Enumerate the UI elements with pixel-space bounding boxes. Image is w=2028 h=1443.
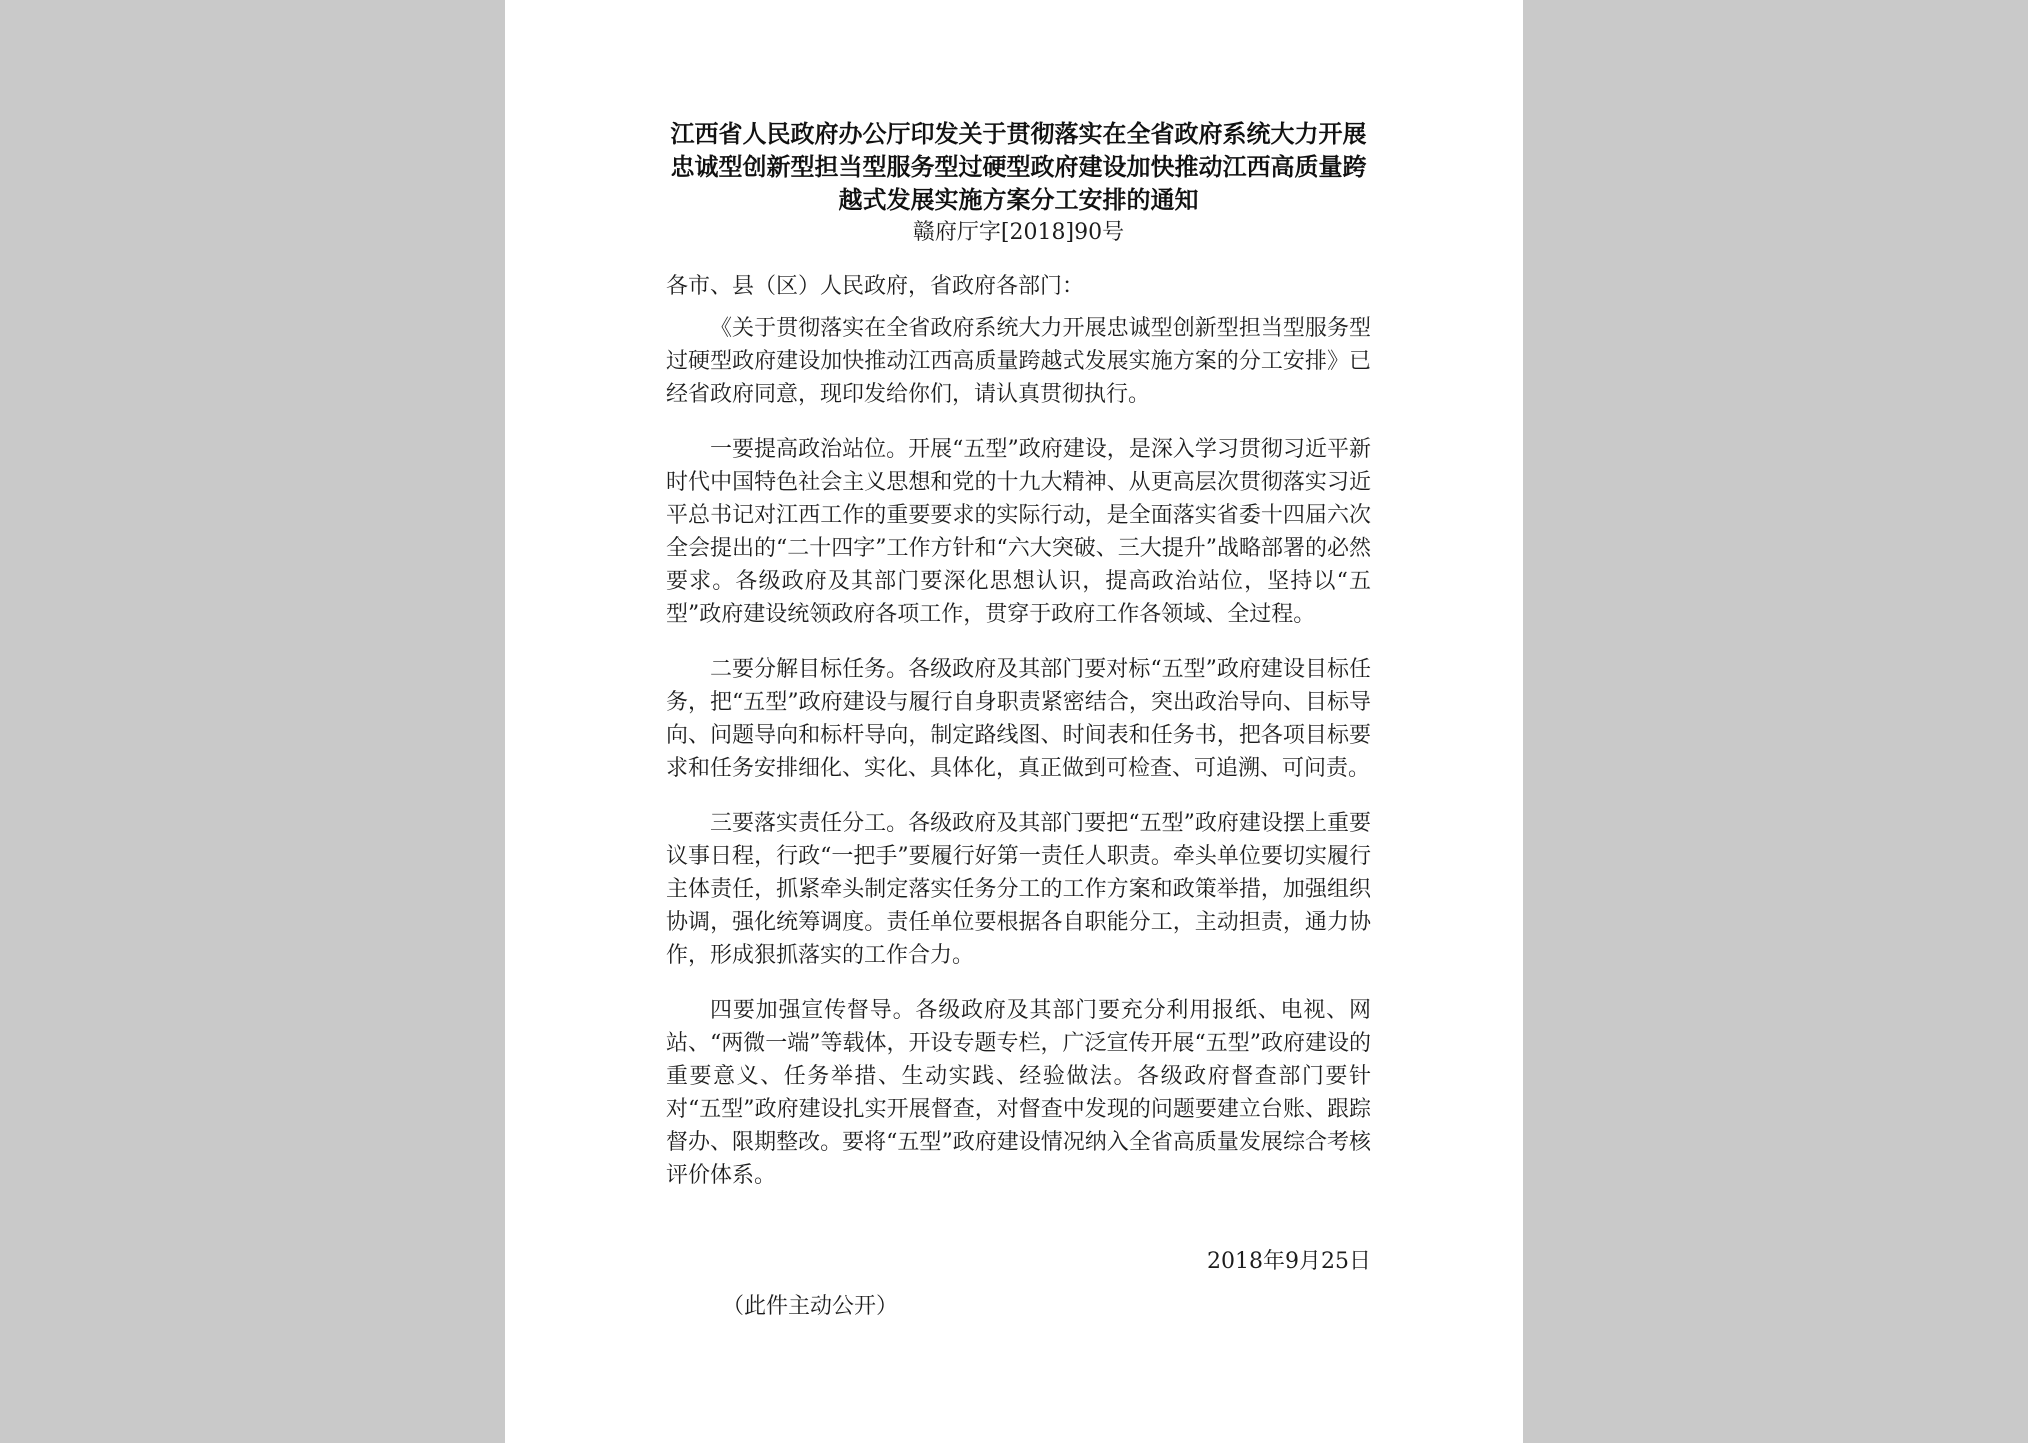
body-paragraph: 三要落实责任分工。各级政府及其部门要把“五型”政府建设摆上重要议事日程，行政“一把手”要履行好第一责任人职责。牵头单位要切实履行主体责任，抓紧牵头制定落实任务分工的工作方案和政策举措，加强组织协调，强化统筹调度。责任单位要根据各自职能分工，主动担责，通力协作，形成狠抓落实的工作合力。 <box>666 811 1371 968</box>
title-line: 越式发展实施方案分工安排的通知 <box>838 186 1199 214</box>
issue-date: 2018年9月25日 <box>1207 1249 1371 1274</box>
document-title <box>666 118 1371 217</box>
salutation: 各市、县（区）人民政府，省政府各部门： <box>666 274 1085 299</box>
body-paragraph: 二要分解目标任务。各级政府及其部门要对标“五型”政府建设目标任务，把“五型”政府建设与履行自身职责紧密结合，突出政治导向、目标导向、问题导向和标杆导向，制定路线图、时间表和任务书，把各项目标要求和任务安排细化、实化、具体化，真正做到可检查、可追溯、可问责。 <box>666 657 1371 781</box>
body-paragraph: 一要提高政治站位。开展“五型”政府建设，是深入学习贯彻习近平新时代中国特色社会主义思想和党的十九大精神、从更高层次贯彻落实习近平总书记对江西工作的重要要求的实际行动，是全面落实省委十四届六次全会提出的“二十四字”工作方针和“六大突破、三大提升”战略部署的必然要求。各级政府及其部门要深化思想认识，提高政治站位，坚持以“五型”政府建设统领政府各项工作，贯穿于政府工作各领域、全过程。 <box>666 437 1371 627</box>
document-page <box>505 0 1523 1443</box>
document-body <box>666 118 1371 1323</box>
public-disclosure-note: （此件主动公开） <box>722 1294 899 1319</box>
intro-paragraph: 《关于贯彻落实在全省政府系统大力开展忠诚型创新型担当型服务型过硬型政府建设加快推动江西高质量跨越式发展实施方案的分工安排》已经省政府同意，现印发给你们，请认真贯彻执行。 <box>666 316 1371 407</box>
title-line: 江西省人民政府办公厅印发关于贯彻落实在全省政府系统大力开展 <box>670 120 1367 148</box>
title-line: 忠诚型创新型担当型服务型过硬型政府建设加快推动江西高质量跨 <box>670 153 1367 181</box>
body-paragraph: 四要加强宣传督导。各级政府及其部门要充分利用报纸、电视、网站、“两微一端”等载体，开设专题专栏，广泛宣传开展“五型”政府建设的重要意义、任务举措、生动实践、经验做法。各级政府督查部门要针对“五型”政府建设扎实开展督查，对督查中发现的问题要建立台账、跟踪督办、限期整改。要将“五型”政府建设情况纳入全省高质量发展综合考核评价体系。 <box>666 998 1371 1188</box>
document-number: 赣府厅字[2018]90号 <box>912 220 1125 245</box>
